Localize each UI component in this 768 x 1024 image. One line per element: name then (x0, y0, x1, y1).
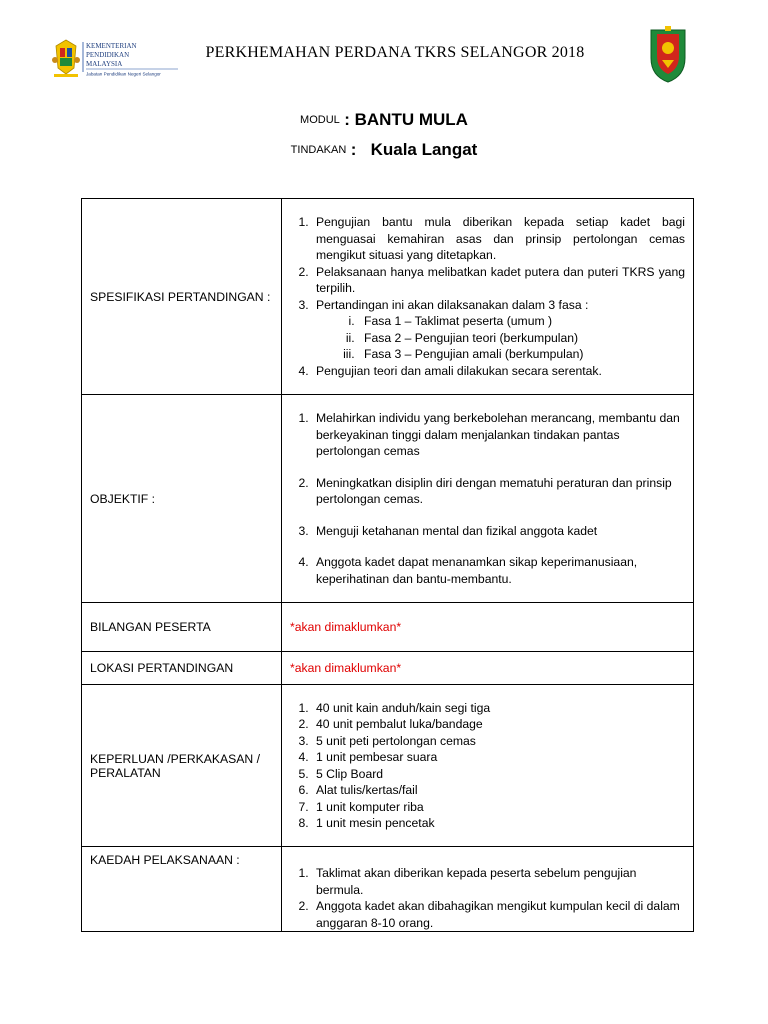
keperluan-list (290, 700, 685, 832)
bilangan-label: BILANGAN PESERTA (82, 603, 282, 652)
competition-details-table (81, 198, 694, 932)
keperluan-content (282, 685, 694, 847)
svg-text:PENDIDIKAN: PENDIDIKAN (86, 51, 130, 59)
sub-list-item: ii. Fasa 2 – Pengujian teori (berkumpulan) (358, 330, 685, 347)
list-item: 3. Menguji ketahanan mental dan fizikal anggota kadet (312, 523, 685, 540)
table-row (82, 199, 694, 395)
table-row (82, 603, 694, 652)
keperluan-label: KEPERLUAN /PERKAKASAN / PERALATAN (82, 685, 282, 847)
tkrs-badge-logo (648, 24, 688, 84)
kaedah-content (282, 847, 694, 932)
list-item: 2. 40 unit pembalut luka/bandage (312, 716, 685, 733)
list-item: 3. 5 unit peti pertolongan cemas (312, 733, 685, 750)
modul-line (0, 110, 768, 130)
objektif-content (282, 395, 694, 603)
document-title: PERKHEMAHAN PERDANA TKRS SELANGOR 2018 (205, 44, 585, 61)
objektif-label: OBJEKTIF : (82, 395, 282, 603)
modul-label: MODUL (300, 114, 340, 126)
list-item: 2. Pelaksanaan hanya melibatkan kadet putera dan puteri TKRS yang terpilih. (312, 264, 685, 297)
lokasi-value: *akan dimaklumkan* (282, 652, 694, 685)
list-item: 1. Taklimat akan diberikan kepada peserta sebelum pengujian bermula. (312, 865, 685, 898)
list-item: 8. 1 unit mesin pencetak (312, 815, 685, 832)
svg-text:KEMENTERIAN: KEMENTERIAN (86, 42, 137, 50)
list-item: 7. 1 unit komputer riba (312, 799, 685, 816)
svg-text:Jabatan Pendidikan Negeri Sela: Jabatan Pendidikan Negeri Selangor (86, 71, 161, 77)
table-row (82, 847, 694, 932)
objektif-list (290, 410, 685, 587)
tindakan-label: TINDAKAN (290, 144, 347, 156)
fasa-sublist (316, 313, 685, 363)
spesifikasi-content (282, 199, 694, 395)
bilangan-value: *akan dimaklumkan* (282, 603, 694, 652)
svg-text:MALAYSIA: MALAYSIA (86, 60, 123, 68)
list-item: 5. 5 Clip Board (312, 766, 685, 783)
tindakan-line (0, 140, 768, 160)
tindakan-value: : Kuala Langat (350, 140, 478, 159)
list-item-text: Pertandingan ini akan dilaksanakan dalam 3 fasa : (316, 297, 589, 312)
list-item: 2. Anggota kadet akan dibahagikan mengikut kumpulan kecil di dalam anggaran 8-10 orang. (312, 898, 685, 931)
list-item: 4. Pengujian teori dan amali dilakukan secara serentak. (312, 363, 685, 380)
sub-list-item: i. Fasa 1 – Taklimat peserta (umum ) (358, 313, 685, 330)
table-row (82, 395, 694, 603)
shield-icon (651, 26, 685, 82)
kaedah-list (290, 865, 685, 931)
list-item: 6. Alat tulis/kertas/fail (312, 782, 685, 799)
table-row (82, 685, 694, 847)
list-item: 1. Melahirkan individu yang berkebolehan merancang, membantu dan berkeyakinan tinggi dalam menjalankan tindakan pantas pertolongan cemas (312, 410, 685, 460)
coat-of-arms-icon (52, 40, 80, 77)
sub-list-item: iii. Fasa 3 – Pengujian amali (berkumpulan) (358, 346, 685, 363)
page-header (0, 0, 768, 100)
list-item (312, 297, 685, 363)
list-item: 1. 40 unit kain anduh/kain segi tiga (312, 700, 685, 717)
list-item: 1. Pengujian bantu mula diberikan kepada setiap kadet bagi menguasai kemahiran asas dan prinsip pertolongan cemas mengikut situasi yang ditetapkan. (312, 214, 685, 264)
modul-value: : BANTU MULA (344, 110, 468, 129)
kaedah-label: KAEDAH PELAKSANAAN : (82, 847, 282, 932)
list-item: 4. Anggota kadet dapat menanamkan sikap keperimanusiaan, keperihatinan dan bantu-membantu. (312, 554, 685, 587)
ministry-logo (52, 38, 180, 78)
table-row (82, 652, 694, 685)
spesifikasi-list (290, 214, 685, 379)
lokasi-label: LOKASI PERTANDINGAN (82, 652, 282, 685)
list-item: 4. 1 unit pembesar suara (312, 749, 685, 766)
spesifikasi-label: SPESIFIKASI PERTANDINGAN : (82, 199, 282, 395)
list-item: 2. Meningkatkan disiplin diri dengan mematuhi peraturan dan prinsip pertolongan cemas. (312, 475, 685, 508)
